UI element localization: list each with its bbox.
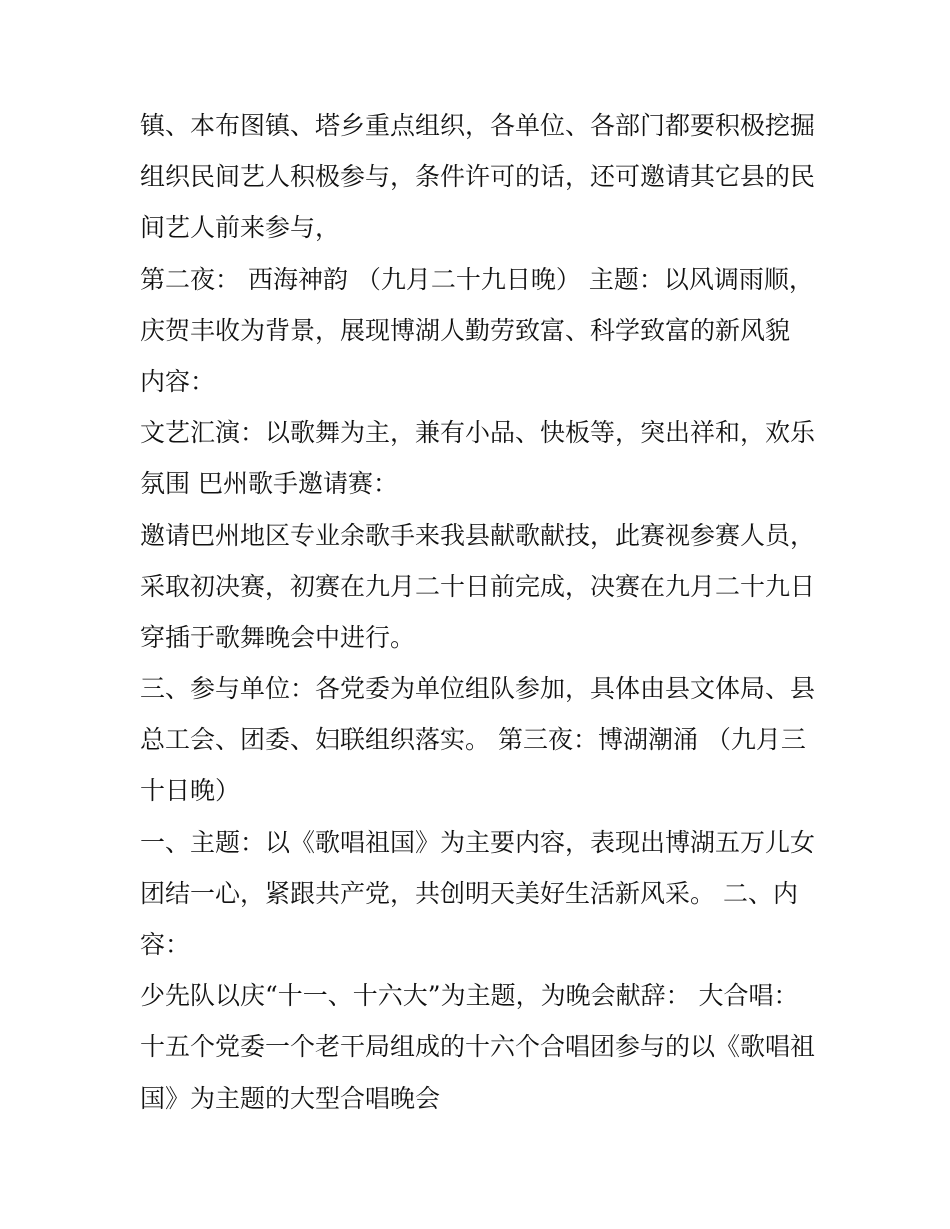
text-line: 容： [140,930,191,959]
text-line: 少先队以庆“十一、十六大”为主题，为晚会献辞： 大合唱： [140,981,799,1011]
text-line: 十五个党委一个老干局组成的十六个合唱团参与的以《歌唱祖 [140,1032,816,1062]
text-line: 一、主题：以《歌唱祖国》为主要内容，表现出博湖五万儿女 [140,827,816,857]
text-line: 文艺汇演：以歌舞为主，兼有小品、快板等，突出祥和，欢乐 [140,418,816,448]
text-line: 邀请巴州地区专业余歌手来我县献歌献技，此赛视参赛人员， [140,520,816,550]
text-line: 间艺人前来参与， [140,213,341,243]
document-body [140,100,820,1124]
text-line: 总工会、团委、妇联组织落实。 第三夜：博湖潮涌 （九月三 [140,725,806,755]
text-line: 十日晚） [140,776,241,806]
text-line: 国》为主题的大型合唱晚会 [140,1083,441,1113]
text-line: 镇、本布图镇、塔乡重点组织，各单位、各部门都要积极挖掘 [140,111,816,140]
text-line: 采取初决赛，初赛在九月二十日前完成，决赛在九月二十九日 [140,571,816,601]
text-line: 穿插于歌舞晚会中进行。 [140,622,416,652]
text-line: 氛围 巴州歌手邀请赛： [140,469,398,499]
text-line: 三、参与单位：各党委为单位组队参加，具体由县文体局、县 [140,674,816,704]
text-line: 团结一心，紧跟共产党，共创明天美好生活新风采。 二、内 [140,878,798,908]
text-line: 庆贺丰收为背景，展现博湖人勤劳致富、科学致富的新风貌 [140,315,791,345]
text-line: 组织民间艺人积极参与，条件许可的话，还可邀请其它县的民 [140,162,816,192]
text-line: 第二夜： 西海神韵 （九月二十九日晚） 主题：以风调雨顺， [140,264,814,294]
text-line: 内容： [140,366,216,396]
